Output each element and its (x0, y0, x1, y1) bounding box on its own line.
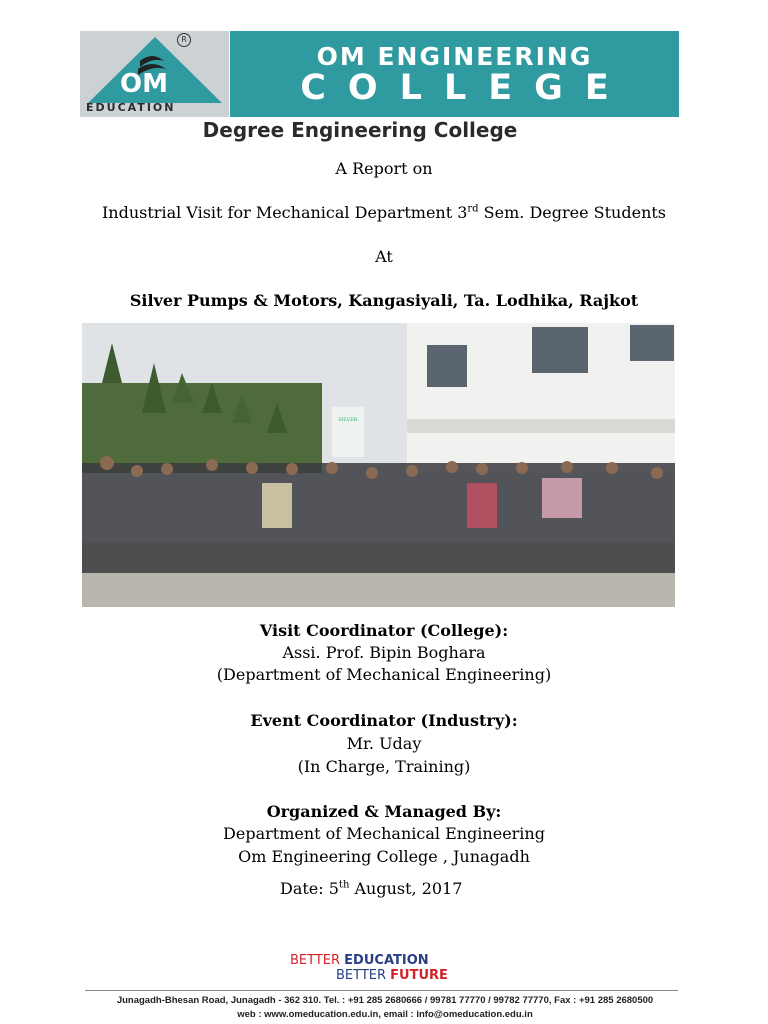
header-banner (80, 31, 679, 117)
report-title-pre: Industrial Visit for Mechanical Department 3 (101, 203, 468, 222)
banner-line1: OM ENGINEERING (316, 42, 593, 71)
event-coordinator-name: Mr. Uday (346, 734, 422, 753)
report-title (60, 203, 708, 222)
report-at: At (375, 247, 393, 266)
signboard-text: SILVER (338, 417, 358, 423)
visit-coordinator-department: (Department of Mechanical Engineering) (216, 665, 552, 684)
organized-line2: Om Engineering College , Junagadh (238, 847, 530, 866)
report-location: Silver Pumps & Motors, Kangasiyali, Ta. Lodhika, Rajkot (129, 291, 639, 310)
organized-heading: Organized & Managed By: (266, 802, 502, 821)
date-prefix: Date: 5 (280, 879, 339, 898)
college-name-banner (230, 31, 679, 117)
tagline-better1: BETTER (290, 953, 345, 968)
college-subtitle: Degree Engineering College (202, 118, 518, 142)
event-coordinator-heading: Event Coordinator (Industry): (250, 711, 518, 730)
tagline-better2: BETTER (336, 968, 391, 983)
report-title-sup: rd (467, 203, 479, 215)
date-suffix: August, 2017 (349, 879, 463, 898)
group-photo (82, 323, 675, 607)
report-date (280, 879, 462, 898)
tagline-line1 (290, 953, 470, 968)
visit-coordinator-name: Assi. Prof. Bipin Boghara (282, 643, 486, 662)
logo-education-text: EDUCATION (86, 101, 176, 114)
report-title-post: Sem. Degree Students (478, 203, 667, 222)
tagline (290, 953, 470, 983)
footer-divider (85, 990, 678, 991)
logo-om-text: OM (120, 69, 168, 99)
date-sup: th (338, 879, 350, 891)
report-intro: A Report on (335, 159, 433, 178)
tagline-future: FUTURE (390, 968, 448, 983)
college-logo (80, 31, 229, 117)
event-coordinator-role: (In Charge, Training) (297, 757, 471, 776)
registered-mark: R (177, 33, 191, 47)
visit-coordinator-heading: Visit Coordinator (College): (259, 621, 509, 640)
banner-line2: COLLEGE (300, 68, 631, 108)
footer-web: web : www.omeducation.edu.in, email : info@omeducation.edu.in (237, 1009, 533, 1020)
footer-address: Junagadh-Bhesan Road, Junagadh - 362 310. Tel. : +91 285 2680666 / 99781 77770 / 99782 77770, Fax : +91 285 2680500 (116, 995, 654, 1006)
tagline-line2 (290, 968, 470, 983)
organized-line1: Department of Mechanical Engineering (223, 824, 545, 843)
tagline-education: EDUCATION (344, 953, 429, 968)
